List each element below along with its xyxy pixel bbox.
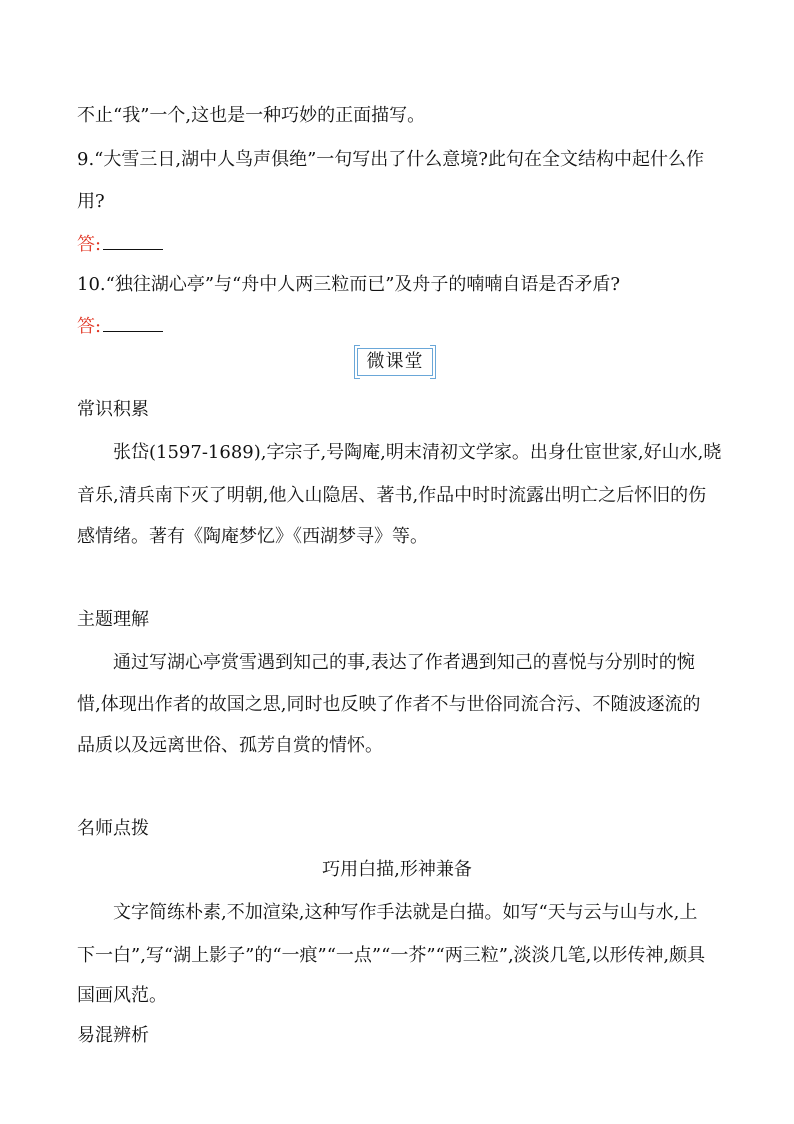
answer-label: 答: bbox=[77, 316, 102, 337]
question-9-line-2: 用? bbox=[77, 191, 105, 212]
paragraph-line: 音乐,清兵南下灭了明朝,他入山隐居、著书,作品中时时流露出明亡之后怀旧的伤 bbox=[77, 485, 707, 506]
section-title-theme: 主题理解 bbox=[77, 609, 149, 630]
question-9-line-1: 9.“大雪三日,湖中人鸟声俱绝”一句写出了什么意境?此句在全文结构中起什么作 bbox=[77, 149, 704, 170]
section-title-confusion: 易混辨析 bbox=[77, 1025, 149, 1046]
paragraph-line: 国画风范。 bbox=[77, 985, 167, 1006]
answer-9 bbox=[77, 231, 722, 257]
paragraph-line: 品质以及远离世俗、孤芳自赏的情怀。 bbox=[77, 735, 383, 756]
text-line: 不止“我”一个,这也是一种巧妙的正面描写。 bbox=[77, 105, 426, 126]
question-10: 10.“独往湖心亭”与“舟中人两三粒而已”及舟子的喃喃自语是否矛盾? bbox=[77, 274, 621, 295]
paragraph-line: 通过写湖心亭赏雪遇到知己的事,表达了作者遇到知己的喜悦与分别时的惋 bbox=[113, 652, 695, 673]
section-title-tips: 名师点拨 bbox=[77, 818, 149, 839]
paragraph-line: 下一白”,写“湖上影子”的“一痕”“一点”“一芥”“两三粒”,淡淡几笔,以形传神,颇具 bbox=[77, 945, 706, 966]
answer-blank[interactable] bbox=[103, 313, 163, 332]
paragraph-line: 惜,体现出作者的故国之思,同时也反映了作者不与世俗同流合污、不随波逐流的 bbox=[77, 694, 701, 715]
section-title-knowledge: 常识积累 bbox=[77, 399, 149, 420]
subheading: 巧用白描,形神兼备 bbox=[322, 859, 472, 880]
paragraph-line: 张岱(1597-1689),字宗子,号陶庵,明末清初文学家。出身仕宦世家,好山水,晓 bbox=[113, 442, 722, 463]
paragraph-line: 文字简练朴素,不加渲染,这种写作手法就是白描。如写“天与云与山与水,上 bbox=[113, 902, 698, 923]
answer-label: 答: bbox=[77, 234, 102, 255]
answer-10 bbox=[77, 313, 722, 339]
paragraph-line: 感情绪。著有《陶庵梦忆》《西湖梦寻》等。 bbox=[77, 526, 428, 547]
section-badge: 微课堂 bbox=[357, 348, 433, 376]
answer-blank[interactable] bbox=[103, 231, 163, 250]
